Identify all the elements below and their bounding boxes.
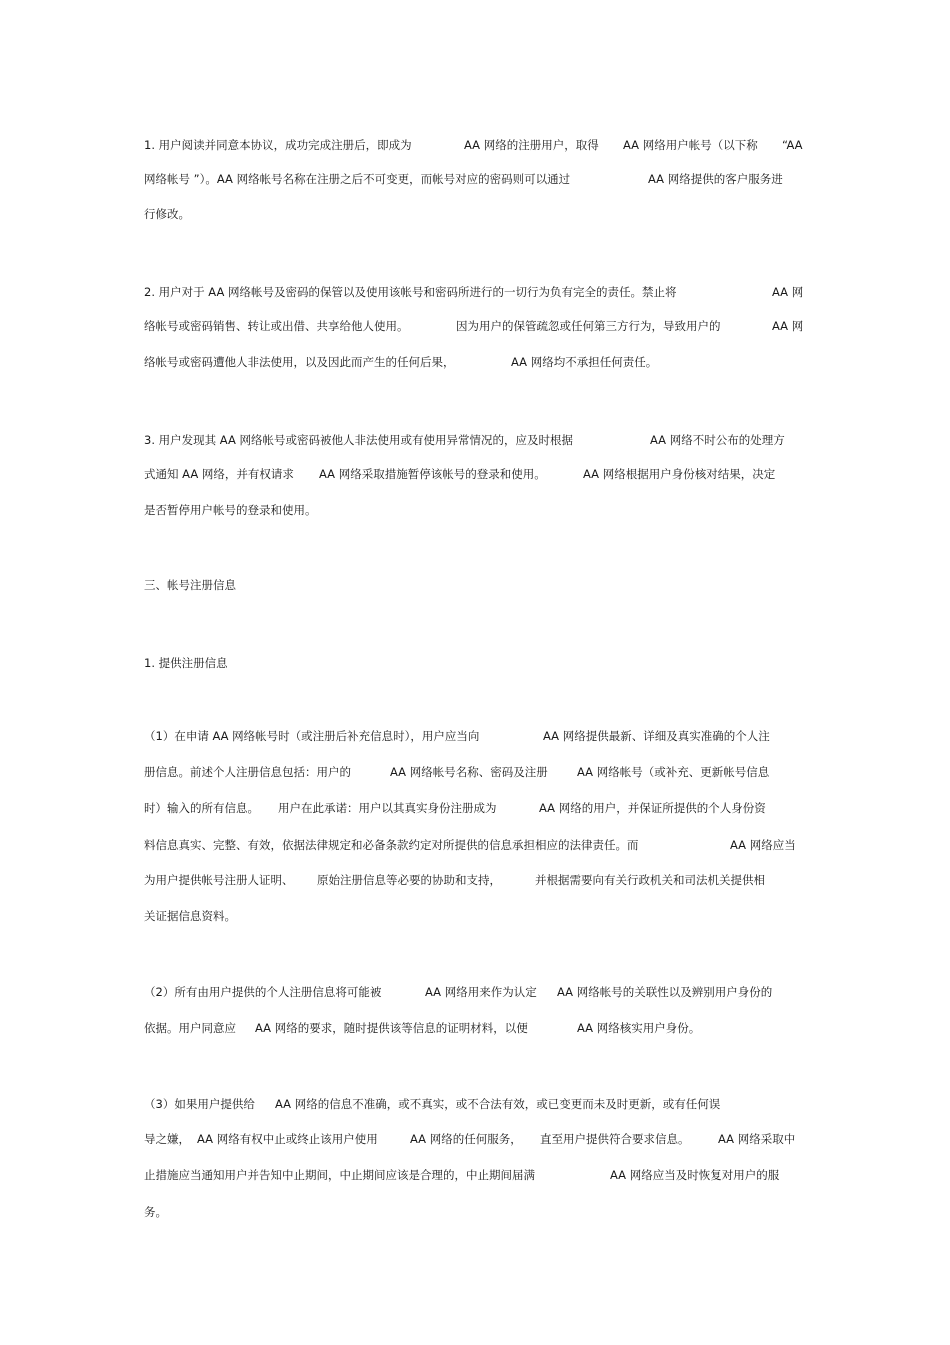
text-run: AA 网络帐号（或补充、更新帐号信息 — [577, 765, 770, 779]
text-run: 1. 提供注册信息 — [144, 656, 228, 670]
text-run: 关证据信息资料。 — [144, 909, 236, 923]
text-run: AA 网 — [772, 319, 804, 333]
text-run: AA 网络的任何服务， — [410, 1132, 522, 1146]
text-run: 为用户提供帐号注册人证明、 — [144, 873, 294, 887]
text-run: 络帐号或密码遭他人非法使用，以及因此而产生的任何后果， — [144, 355, 455, 369]
text-run: 2. 用户对于 AA 网络帐号及密码的保管以及使用该帐号和密码所进行的一切行为负有完全的责任。禁止将 — [144, 285, 677, 299]
text-run: 依据。用户同意应 — [144, 1021, 236, 1035]
text-run: AA 网络帐号名称、密码及注册 — [390, 765, 548, 779]
text-run: 料信息真实、完整、有效，依据法律规定和必备条款约定对所提供的信息承担相应的法律责任。而 — [144, 838, 639, 852]
text-run: 并根据需要向有关行政机关和司法机关提供相 — [535, 873, 765, 887]
text-run: 直至用户提供符合要求信息。 — [540, 1132, 690, 1146]
text-run: AA 网络的注册用户，取得 — [464, 138, 599, 152]
text-run: AA 网络采取中 — [718, 1132, 796, 1146]
text-run: AA 网 — [772, 285, 804, 299]
text-run: （3）如果用户提供给 — [144, 1097, 255, 1111]
text-run: 因为用户的保管疏忽或任何第三方行为，导致用户的 — [456, 319, 721, 333]
text-run: AA 网络的信息不准确，或不真实，或不合法有效，或已变更而未及时更新，或有任何误 — [275, 1097, 721, 1111]
text-run: AA 网络应当 — [730, 838, 796, 852]
text-run: 行修改。 — [144, 207, 190, 221]
text-run: AA 网络均不承担任何责任。 — [511, 355, 658, 369]
text-run: AA 网络提供的客户服务进 — [648, 172, 783, 186]
text-run: AA 网络根据用户身份核对结果，决定 — [583, 467, 776, 481]
text-run: 时）输入的所有信息。 — [144, 801, 259, 815]
text-run: AA 网络的用户，并保证所提供的个人身份资 — [539, 801, 766, 815]
text-run: （2）所有由用户提供的个人注册信息将可能被 — [144, 985, 382, 999]
text-run: AA 网络提供最新、详细及真实准确的个人注 — [543, 729, 770, 743]
text-run: AA 网络帐号的关联性以及辨别用户身份的 — [557, 985, 773, 999]
text-run: 3. 用户发现其 AA 网络帐号或密码被他人非法使用或有使用异常情况的，应及时根据 — [144, 433, 573, 447]
text-run: 原始注册信息等必要的协助和支持， — [317, 873, 501, 887]
text-run: （1）在申请 AA 网络帐号时（或注册后补充信息时），用户应当向 — [144, 729, 480, 743]
text-run: 三、帐号注册信息 — [144, 578, 236, 592]
text-run: 导之嫌， — [144, 1132, 190, 1146]
text-run: AA 网络的要求，随时提供该等信息的证明材料，以便 — [255, 1021, 528, 1035]
text-run: AA 网络采取措施暂停该帐号的登录和使用。 — [319, 467, 546, 481]
text-run: 1. 用户阅读并同意本协议，成功完成注册后，即成为 — [144, 138, 412, 152]
text-run: 止措施应当通知用户并告知中止期间，中止期间应该是合理的，中止期间届满 — [144, 1168, 535, 1182]
text-run: 用户在此承诺：用户以其真实身份注册成为 — [278, 801, 497, 815]
text-run: AA 网络有权中止或终止该用户使用 — [197, 1132, 378, 1146]
text-run: 网络帐号 ”）。AA 网络帐号名称在注册之后不可变更，而帐号对应的密码则可以通过 — [144, 172, 571, 186]
text-run: 络帐号或密码销售、转让或出借、共享给他人使用。 — [144, 319, 409, 333]
text-run: AA 网络核实用户身份。 — [577, 1021, 701, 1035]
text-run: 册信息。前述个人注册信息包括：用户的 — [144, 765, 351, 779]
text-run: AA 网络用来作为认定 — [425, 985, 537, 999]
text-run: 务。 — [144, 1205, 167, 1219]
text-run: AA 网络应当及时恢复对用户的服 — [610, 1168, 780, 1182]
text-run: AA 网络不时公布的处理方 — [650, 433, 785, 447]
text-run: “AA — [782, 138, 803, 152]
text-run: 是否暂停用户帐号的登录和使用。 — [144, 503, 317, 517]
text-run: 式通知 AA 网络，并有权请求 — [144, 467, 294, 481]
text-run: AA 网络用户帐号（以下称 — [623, 138, 758, 152]
